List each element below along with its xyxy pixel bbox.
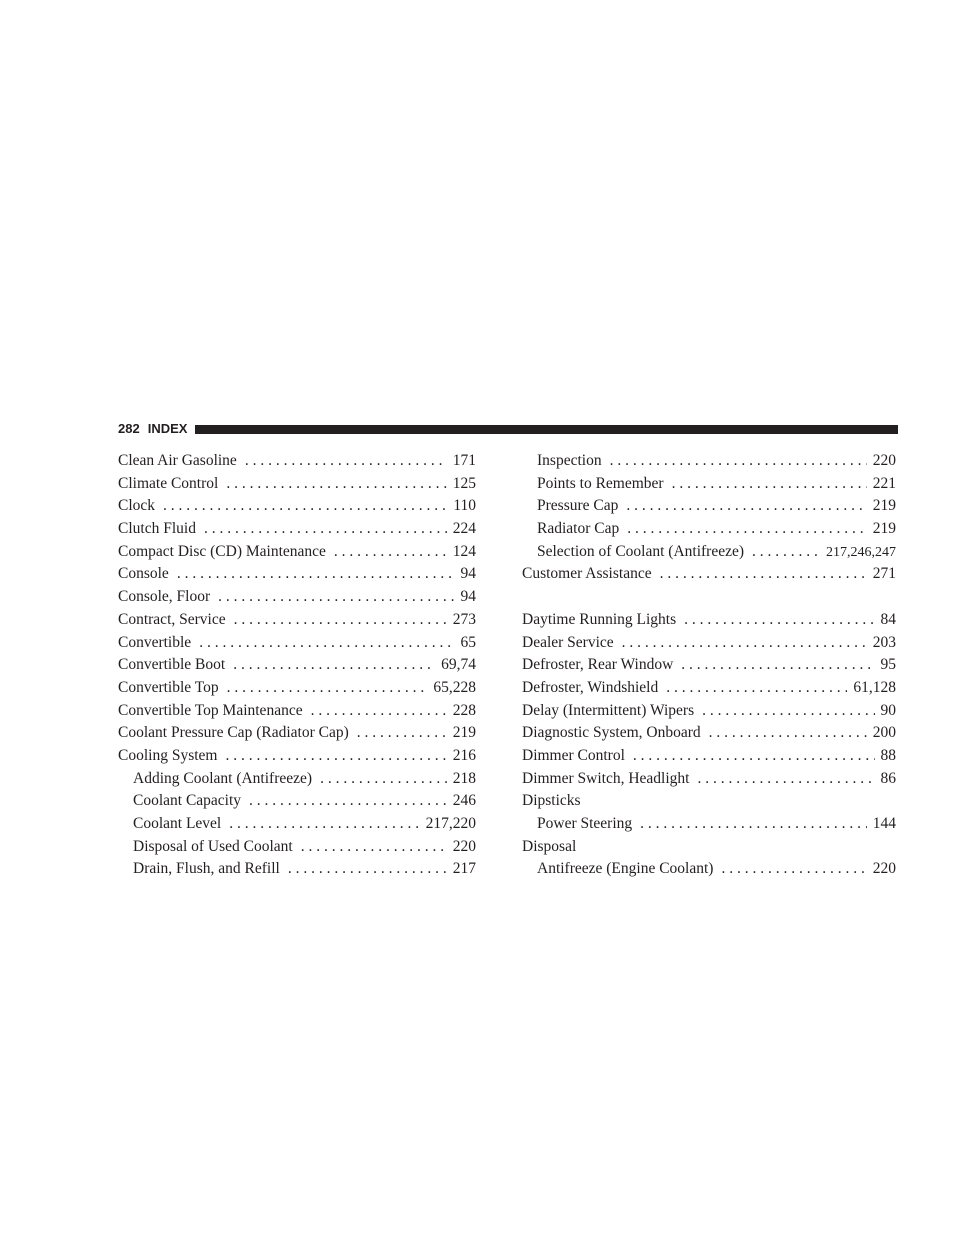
entry-pages: 219 <box>872 497 896 515</box>
entry-pages: 110 <box>453 497 476 515</box>
index-entry <box>118 495 476 518</box>
entry-pages: 94 <box>460 588 476 606</box>
entry-pages: 228 <box>452 701 476 719</box>
entry-pages: 218 <box>452 769 476 787</box>
index-entry <box>522 654 896 677</box>
entry-pages: 200 <box>872 724 896 742</box>
dot-leader <box>288 858 447 881</box>
entry-pages: 220 <box>872 860 896 878</box>
entry-pages: 88 <box>880 746 896 764</box>
dot-leader <box>227 677 428 700</box>
entry-term: Dimmer Control <box>522 746 625 764</box>
entry-pages: 220 <box>452 837 476 855</box>
index-entry <box>118 563 476 586</box>
dot-leader <box>320 768 447 791</box>
dot-leader <box>163 495 447 518</box>
entry-term: Coolant Level <box>133 815 222 832</box>
index-entry <box>118 450 476 473</box>
entry-term: Convertible <box>118 633 192 651</box>
dot-leader <box>225 745 446 768</box>
entry-pages: 246 <box>452 792 476 810</box>
entry-term: Pressure Cap <box>537 497 619 515</box>
entry-pages: 65,228 <box>433 678 476 696</box>
dot-leader <box>666 677 847 700</box>
entry-term: Selection of Coolant (Antifreeze) <box>537 542 745 560</box>
entry-pages: 217,246,247 <box>826 544 896 560</box>
entry-pages: 203 <box>872 633 896 651</box>
index-subentry <box>118 768 476 791</box>
index-subentry <box>522 518 896 541</box>
index-entry <box>118 677 476 700</box>
index-subentry <box>522 495 896 518</box>
entry-pages: 86 <box>880 769 896 787</box>
index-subentry <box>522 450 896 473</box>
entry-term: Compact Disc (CD) Maintenance <box>118 542 326 560</box>
dot-leader <box>697 768 874 791</box>
dot-leader <box>234 609 447 632</box>
entry-term: Console, Floor <box>118 588 211 606</box>
entry-term: Climate Control <box>118 474 219 492</box>
entry-term: Clean Air Gasoline <box>118 452 237 469</box>
entry-pages: 216 <box>452 746 476 764</box>
dot-leader <box>204 518 447 541</box>
index-entry <box>522 563 896 586</box>
entry-pages: 220 <box>872 452 896 469</box>
entry-pages: 61,128 <box>853 678 896 696</box>
entry-pages: 219 <box>452 724 476 742</box>
entry-pages: 90 <box>880 701 896 719</box>
index-column-left <box>118 450 476 881</box>
entry-pages: 271 <box>872 565 896 583</box>
entry-term: Drain, Flush, and Refill <box>133 860 280 878</box>
entry-gap <box>522 586 896 609</box>
index-subentry <box>118 790 476 813</box>
entry-term: Diagnostic System, Onboard <box>522 724 701 742</box>
dot-leader <box>301 836 447 859</box>
page-number: 282 <box>118 421 140 436</box>
entry-term: Antifreeze (Engine Coolant) <box>537 860 714 878</box>
dot-leader <box>633 745 875 768</box>
index-subentry <box>118 858 476 881</box>
index-entry <box>118 586 476 609</box>
index-entry <box>118 609 476 632</box>
index-subentry <box>522 473 896 496</box>
entry-pages: 217,220 <box>425 815 476 832</box>
entry-term: Radiator Cap <box>537 520 620 538</box>
header-rule <box>195 425 898 434</box>
dot-leader <box>249 790 447 813</box>
dot-leader <box>199 632 454 655</box>
index-entry <box>522 722 896 745</box>
entry-pages: 171 <box>452 452 476 469</box>
entry-pages: 95 <box>880 656 896 674</box>
dot-leader <box>334 541 447 564</box>
entry-pages: 65 <box>460 633 476 651</box>
dot-leader <box>177 563 455 586</box>
entry-term: Console <box>118 565 169 583</box>
entry-pages: 224 <box>452 520 476 538</box>
dot-leader <box>702 700 874 723</box>
index-entry <box>522 836 896 859</box>
index-entry <box>522 632 896 655</box>
entry-term: Customer Assistance <box>522 565 652 583</box>
dot-leader <box>233 654 435 677</box>
section-title: INDEX <box>147 421 188 436</box>
entry-pages: 144 <box>872 815 896 832</box>
index-subentry <box>118 813 476 836</box>
entry-term: Inspection <box>537 452 602 469</box>
index-subentry <box>118 836 476 859</box>
index-entry <box>522 700 896 723</box>
dot-leader <box>660 563 867 586</box>
entry-pages: 125 <box>452 474 476 492</box>
entry-pages: 124 <box>452 542 476 560</box>
entry-term: Clock <box>118 497 156 515</box>
dot-leader <box>357 722 447 745</box>
index-entry <box>118 473 476 496</box>
dot-leader <box>245 450 447 473</box>
entry-term: Contract, Service <box>118 610 226 628</box>
dot-leader <box>752 541 820 564</box>
index-subentry <box>522 858 896 881</box>
entry-pages: 273 <box>452 610 476 628</box>
dot-leader <box>640 813 867 836</box>
index-entry <box>118 541 476 564</box>
index-entry <box>522 609 896 632</box>
entry-term: Disposal <box>522 837 577 855</box>
entry-term: Dipsticks <box>522 792 581 810</box>
index-entry <box>522 745 896 768</box>
entry-term: Dealer Service <box>522 633 614 651</box>
entry-term: Daytime Running Lights <box>522 610 677 628</box>
entry-term: Points to Remember <box>537 474 664 492</box>
dot-leader <box>709 722 867 745</box>
entry-term: Cooling System <box>118 746 218 764</box>
entry-term: Dimmer Switch, Headlight <box>522 769 690 787</box>
index-entry <box>118 632 476 655</box>
index-entry <box>118 700 476 723</box>
entry-term: Defroster, Rear Window <box>522 656 674 674</box>
entry-term: Coolant Capacity <box>133 792 242 810</box>
entry-pages: 69,74 <box>441 656 476 674</box>
dot-leader <box>721 858 866 881</box>
index-entry <box>522 677 896 700</box>
entry-term: Defroster, Windshield <box>522 678 659 696</box>
dot-leader <box>610 450 867 473</box>
entry-pages: 221 <box>872 474 896 492</box>
dot-leader <box>681 654 874 677</box>
entry-term: Power Steering <box>537 815 633 832</box>
entry-pages: 84 <box>880 610 896 628</box>
dot-leader <box>672 473 867 496</box>
entry-pages: 217 <box>452 860 476 878</box>
index-entry <box>118 745 476 768</box>
dot-leader <box>626 495 866 518</box>
dot-leader <box>622 632 867 655</box>
entry-term: Coolant Pressure Cap (Radiator Cap) <box>118 724 349 742</box>
index-entry <box>118 722 476 745</box>
entry-term: Convertible Top Maintenance <box>118 701 303 719</box>
index-entry <box>118 654 476 677</box>
dot-leader <box>627 518 867 541</box>
dot-leader <box>229 813 419 836</box>
index-subentry <box>522 541 896 564</box>
entry-term: Clutch Fluid <box>118 520 196 538</box>
entry-term: Adding Coolant (Antifreeze) <box>133 769 313 787</box>
dot-leader <box>226 473 446 496</box>
entry-pages: 219 <box>872 520 896 538</box>
index-subentry <box>522 813 896 836</box>
entry-term: Convertible Top <box>118 678 219 696</box>
index-entry <box>118 518 476 541</box>
page-header <box>118 420 898 438</box>
index-column-right <box>522 450 896 881</box>
dot-leader <box>218 586 454 609</box>
dot-leader <box>684 609 874 632</box>
index-entry <box>522 790 896 813</box>
entry-pages: 94 <box>460 565 476 583</box>
entry-term: Disposal of Used Coolant <box>133 837 293 855</box>
entry-term: Convertible Boot <box>118 656 226 674</box>
entry-term: Delay (Intermittent) Wipers <box>522 701 695 719</box>
dot-leader <box>311 700 447 723</box>
index-entry <box>522 768 896 791</box>
